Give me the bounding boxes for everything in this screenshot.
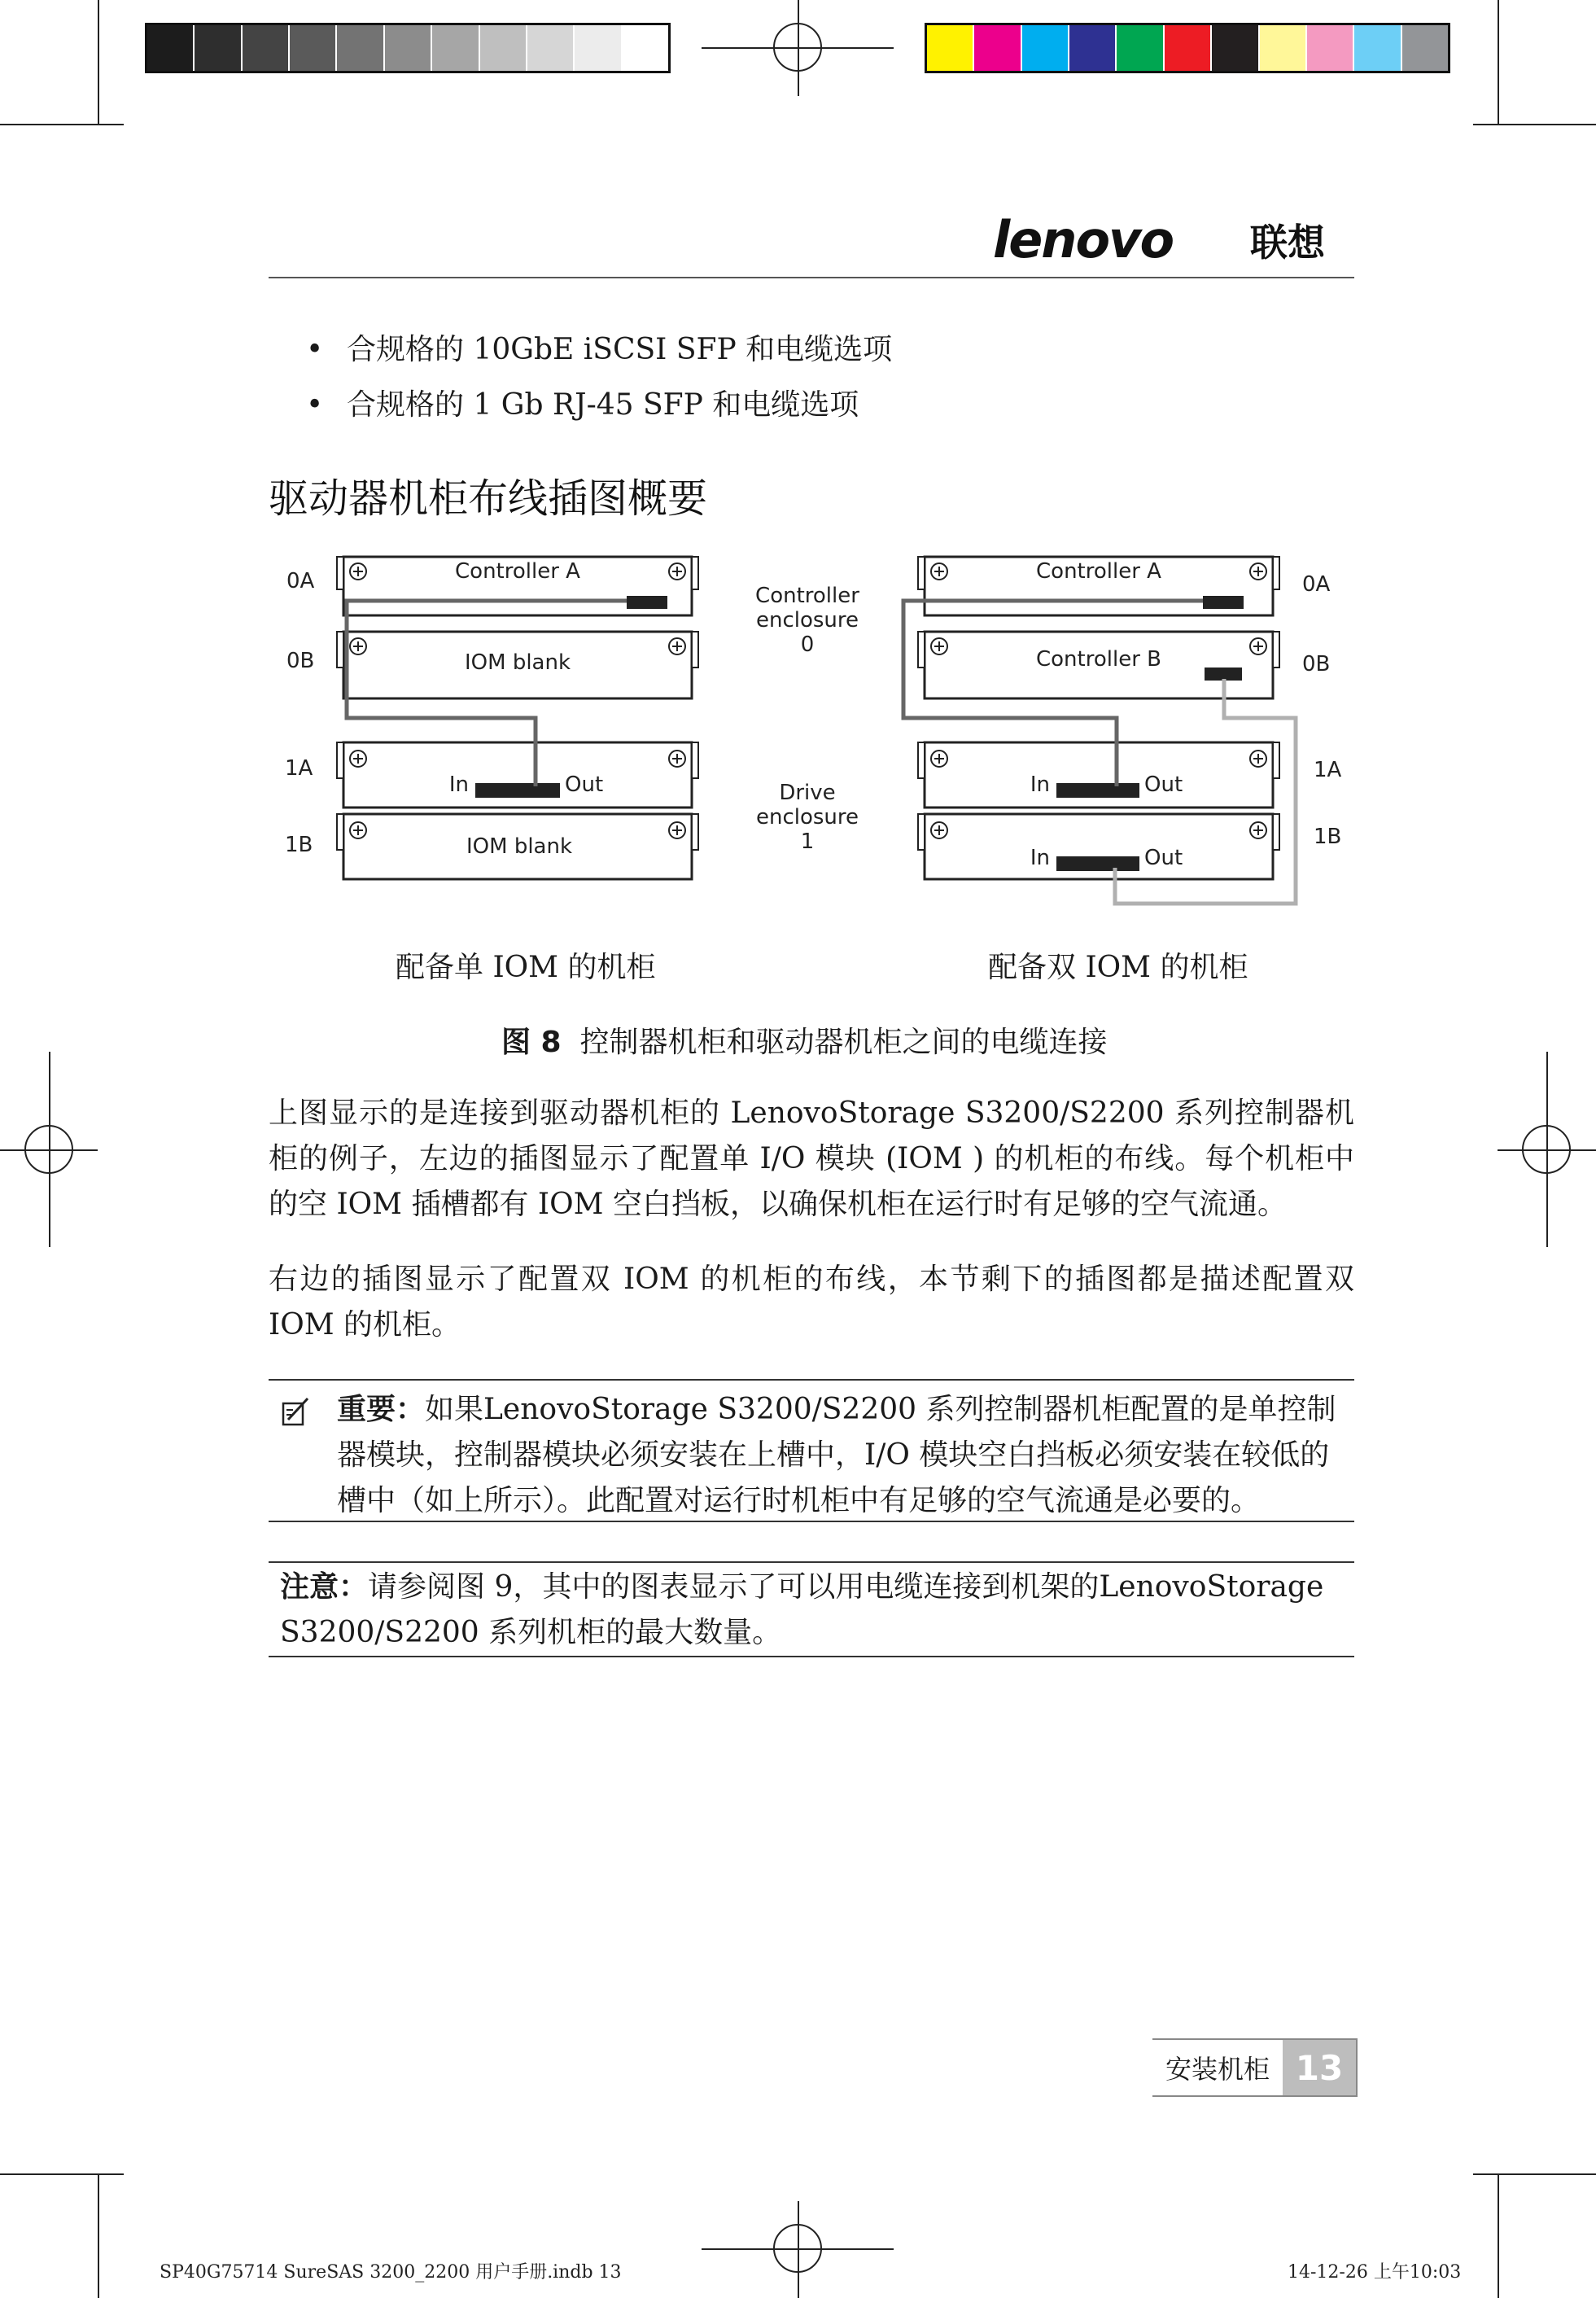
color-swatch	[623, 25, 668, 71]
port-label: 0A	[286, 569, 315, 593]
lenovo-logo-chinese: 联想	[1250, 221, 1325, 265]
color-swatch	[337, 25, 384, 71]
color-swatch	[1117, 25, 1164, 71]
page-footer-tab	[1152, 2038, 1358, 2097]
iom-blank-module	[337, 814, 698, 879]
color-swatch	[1354, 25, 1401, 71]
color-swatch	[480, 25, 527, 71]
color-swatch	[575, 25, 622, 71]
left-enclosure	[285, 557, 698, 879]
port-label: 1A	[285, 756, 313, 781]
bullet-icon: •	[306, 388, 324, 422]
module-label: IOM blank	[466, 834, 573, 859]
bullet-text: 合规格的 1 Gb RJ-45 SFP 和电缆选项	[347, 388, 859, 422]
port-label: 0B	[1302, 652, 1331, 676]
print-slug-right: 14-12-26 上午10:03	[1288, 2262, 1462, 2283]
color-swatch	[432, 25, 479, 71]
bullet-icon: •	[306, 333, 324, 366]
grayscale-color-bar	[145, 23, 671, 73]
controller-enclosure-label: enclosure	[755, 608, 859, 632]
body-paragraph: 右边的插图显示了配置双 IOM 的机柜的布线，本节剩下的插图都是描述配置双 IOM 的机柜。	[269, 1263, 1354, 1342]
color-swatch	[1022, 25, 1069, 71]
screw-icon	[669, 638, 685, 654]
figure-caption	[501, 1019, 1108, 1061]
port-label: 0A	[1302, 572, 1331, 597]
note-text: 请参阅图 9，其中的图表显示了可以用电缆连接到机架的LenovoStorage S3200/S2200 系列机柜的最大数量。	[280, 1570, 1324, 1649]
module-label: Controller A	[455, 559, 580, 584]
drive-enclosure-label: Drive	[779, 781, 836, 805]
important-label: 重要：	[337, 1393, 426, 1426]
controller-enclosure-label: 0	[800, 632, 815, 657]
pencil-note-icon	[280, 1395, 313, 1428]
lenovo-logo: lenovo	[993, 210, 1174, 269]
note-label: 注意：	[280, 1570, 369, 1604]
controller-module	[918, 557, 1279, 615]
footer-section-label: 安装机柜	[1152, 2038, 1283, 2097]
screw-icon	[350, 638, 366, 654]
screw-icon	[669, 822, 685, 838]
color-swatch	[1307, 25, 1354, 71]
color-swatch	[385, 25, 432, 71]
color-swatch	[147, 25, 195, 71]
color-swatch	[1260, 25, 1307, 71]
screw-icon	[931, 751, 947, 767]
screw-icon	[350, 563, 366, 580]
screw-icon	[669, 751, 685, 767]
color-swatch	[927, 25, 974, 71]
port-label: 1B	[1314, 825, 1342, 849]
section-title: 驱动器机柜布线插图概要	[269, 475, 708, 522]
module-label: IOM blank	[464, 650, 571, 675]
port-label: 1B	[285, 833, 313, 857]
drive-enclosure-label: enclosure	[755, 805, 859, 829]
drive-enclosure-label: 1	[800, 829, 815, 854]
screw-icon	[1250, 751, 1266, 767]
color-swatch	[1212, 25, 1259, 71]
color-swatch	[974, 25, 1021, 71]
important-callout	[269, 1379, 1354, 1522]
screw-icon	[931, 563, 947, 580]
in-port-label: In	[1030, 773, 1050, 797]
color-swatch	[527, 25, 575, 71]
screw-icon	[350, 822, 366, 838]
right-enclosure	[903, 557, 1342, 904]
port-label: 0B	[286, 649, 315, 673]
list-item	[306, 330, 892, 370]
cabling-diagram	[269, 545, 1354, 928]
color-swatch	[1069, 25, 1117, 71]
screw-icon	[669, 563, 685, 580]
important-text-block	[337, 1387, 1349, 1524]
color-swatch	[290, 25, 337, 71]
color-swatch	[1165, 25, 1212, 71]
in-port-label: In	[1030, 846, 1050, 870]
header-rule	[269, 277, 1354, 278]
iom-blank-module	[337, 632, 698, 698]
cmyk-color-bar	[925, 23, 1450, 73]
note-callout	[269, 1561, 1354, 1657]
controller-enclosure-label: Controller	[755, 584, 859, 608]
screw-icon	[1250, 822, 1266, 838]
module-label: Controller B	[1036, 647, 1161, 672]
figure-caption-text: 控制器机柜和驱动器机柜之间的电缆连接	[579, 1026, 1108, 1059]
screw-icon	[350, 751, 366, 767]
figure-number: 图 8	[501, 1026, 562, 1059]
in-port-label: In	[448, 773, 469, 797]
color-swatch	[243, 25, 290, 71]
left-figure-caption: 配备单 IOM 的机柜	[396, 951, 656, 984]
module-label: Controller A	[1036, 559, 1161, 584]
drive-iom-module	[337, 742, 698, 808]
out-port-label: Out	[565, 773, 604, 797]
page-number: 13	[1283, 2040, 1356, 2095]
color-swatch	[195, 25, 242, 71]
screw-icon	[1250, 563, 1266, 580]
screw-icon	[1250, 638, 1266, 654]
out-port-label: Out	[1144, 846, 1183, 870]
important-text: 如果LenovoStorage S3200/S2200 系列控制器机柜配置的是单控制器模块，控制器模块必须安装在上槽中，I/O 模块空白挡板必须安装在较低的槽中（如上所示）。此配置对运行时机柜中有足够的空气流通是必要的。	[337, 1393, 1336, 1517]
screw-icon	[931, 638, 947, 654]
note-text-block	[280, 1565, 1346, 1656]
port-label: 1A	[1314, 758, 1342, 782]
out-port-label: Out	[1144, 773, 1183, 797]
print-slug-left: SP40G75714 SureSAS 3200_2200 用户手册.indb 13	[160, 2262, 622, 2283]
list-item	[306, 386, 859, 425]
screw-icon	[931, 822, 947, 838]
body-paragraph: 上图显示的是连接到驱动器机柜的 LenovoStorage S3200/S2200 系列控制器机柜的例子，左边的插图显示了配置单 I/O 模块 (IOM ) 的机柜的布线。每个机柜中的空 IOM 插槽都有 IOM 空白挡板，以确保机柜在运行时有足够的空气流通。	[269, 1096, 1354, 1221]
drive-iom-module	[918, 742, 1279, 808]
drive-iom-module	[918, 814, 1279, 879]
color-swatch	[1402, 25, 1448, 71]
controller-module	[337, 557, 698, 615]
enclosure-labels	[755, 584, 859, 854]
bullet-text: 合规格的 10GbE iSCSI SFP 和电缆选项	[347, 333, 893, 366]
right-figure-caption: 配备双 IOM 的机柜	[988, 951, 1248, 984]
